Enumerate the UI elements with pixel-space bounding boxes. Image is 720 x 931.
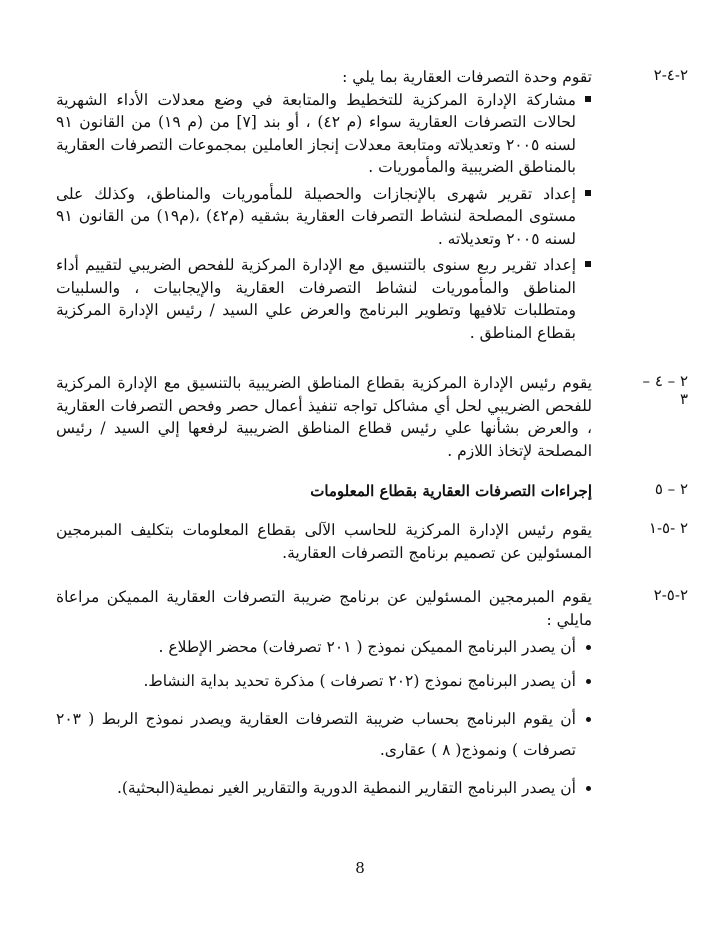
round-bullet-icon bbox=[586, 679, 591, 684]
section-number: ٢ -٥-١ bbox=[648, 519, 688, 537]
list-item: أن يصدر البرنامج المميكن نموذج ( ٢٠١ تصرفات) محضر الإطلاع . bbox=[56, 636, 592, 659]
section-intro: تقوم وحدة التصرفات العقارية بما يلي : bbox=[342, 68, 592, 86]
list-item: أن يصدر البرنامج التقارير النمطية الدورية والتقارير الغير نمطية(البحثية). bbox=[56, 777, 592, 800]
section-number: ٢ – ٥ bbox=[654, 480, 688, 498]
bullet-list bbox=[56, 89, 592, 345]
section-2-4-3 bbox=[56, 372, 720, 462]
section-2-5-2 bbox=[56, 586, 720, 811]
section-body bbox=[56, 66, 592, 344]
list-item: أن يصدر البرنامج نموذج (٢٠٢ تصرفات ) مذكرة تحديد بداية النشاط. bbox=[56, 670, 592, 693]
list-item: مشاركة الإدارة المركزية للتخطيط والمتابعة في وضع معدلات الأداء الشهرية لحالات التصرفات العقارية سواء (م ٤٢) ، أو بند [٧] من (م ١٩) من القانون ٩١ لسنه ٢٠٠٥ وتعديلاته ومتابعة معدلات إنجاز العاملين بمجموعات التصرفات العقارية بالمناطق الضريبية والمأموريات . bbox=[56, 89, 592, 179]
section-number: ٢-٤-٢ bbox=[653, 66, 688, 84]
section-heading: إجراءات التصرفات العقارية بقطاع المعلومات bbox=[310, 482, 592, 500]
section-body bbox=[56, 586, 592, 800]
section-body bbox=[56, 372, 592, 462]
square-bullet-icon bbox=[585, 190, 591, 196]
list-item: إعداد تقرير ربع سنوى بالتنسيق مع الإدارة المركزية للفحص الضريبي لتقييم أداء المناطق والمأموريات لنشاط التصرفات العقارية والإيجابيات ، والسلبيات ومتطلبات تلافيها وتطوير البرنامج والعرض علي السيد / رئيس الإدارة المركزية بقطاع المناطق . bbox=[56, 254, 592, 344]
section-paragraph: يقوم رئيس الإدارة المركزية للحاسب الآلى بقطاع المعلومات بتكليف المبرمجين المسئولين عن تصميم برنامج التصرفات العقارية. bbox=[56, 521, 592, 562]
square-bullet-icon bbox=[585, 261, 591, 267]
section-paragraph: يقوم رئيس الإدارة المركزية بقطاع المناطق الضريبية بالتنسيق مع الإدارة المركزية للفحص الضريبي لحل أي مشاكل تواجه تنفيذ أعمال حصر وفحص التصرفات العقارية ، والعرض بشأنها علي رئيس قطاع المناطق الضريبية لرفعها إلي السيد / رئيس المصلحة لإتخاذ اللازم . bbox=[56, 374, 592, 460]
section-2-5-1 bbox=[56, 519, 720, 564]
section-2-5 bbox=[56, 480, 720, 503]
round-bullet-icon bbox=[586, 717, 591, 722]
square-bullet-icon bbox=[585, 96, 591, 102]
section-body bbox=[56, 519, 592, 564]
list-item: أن يقوم البرنامج بحساب ضريبة التصرفات العقارية ويصدر نموذج الربط ( ٢٠٣ تصرفات ) ونموذج( ٨ ) عقارى. bbox=[56, 704, 592, 766]
list-item: إعداد تقرير شهرى بالإنجازات والحصيلة للمأموريات والمناطق، وكذلك على مستوى المصلحة لنشاط التصرفات العقارية بشقيه (م٤٢) ،(م١٩) من القانون ٩١ لسنه ٢٠٠٥ وتعديلاته . bbox=[56, 183, 592, 251]
section-number: ٢ – ٤ – ٣ bbox=[642, 372, 688, 408]
round-bullet-icon bbox=[586, 645, 591, 650]
section-number: ٢-٥-٢ bbox=[653, 586, 688, 604]
round-bullet-icon bbox=[586, 786, 591, 791]
section-intro: يقوم المبرمجين المسئولين عن برنامج ضريبة التصرفات العقارية المميكن مراعاة مايلي : bbox=[56, 588, 592, 629]
section-2-4-2 bbox=[56, 66, 720, 348]
bullet-list bbox=[56, 636, 592, 800]
page-number: 8 bbox=[355, 859, 365, 877]
